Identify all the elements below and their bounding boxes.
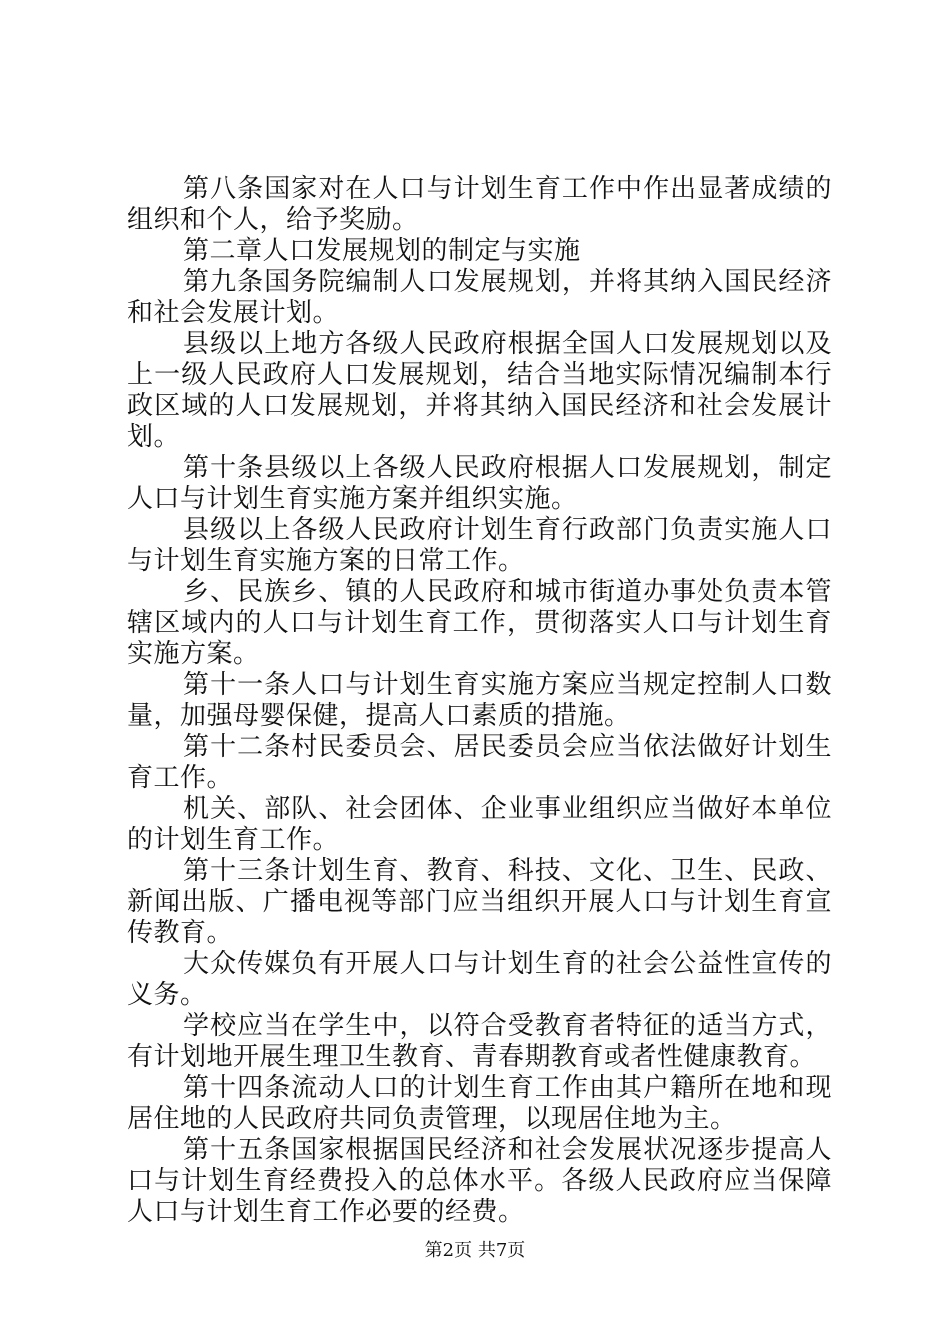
article-11-paragraph: 第十一条人口与计划生育实施方案应当规定控制人口数量，加强母婴保健，提高人口素质的措施。 — [127, 670, 832, 731]
article-13-clause-2: 大众传媒负有开展人口与计划生育的社会公益性宣传的义务。 — [127, 949, 832, 1010]
article-15-paragraph: 第十五条国家根据国民经济和社会发展状况逐步提高人口与计划生育经费投入的总体水平。各级人民政府应当保障人口与计划生育工作必要的经费。 — [127, 1135, 832, 1227]
chapter-2-heading: 第二章人口发展规划的制定与实施 — [183, 236, 581, 266]
article-10-clause-2: 县级以上各级人民政府计划生育行政部门负责实施人口与计划生育实施方案的日常工作。 — [127, 515, 832, 576]
article-10-clause-3: 乡、民族乡、镇的人民政府和城市街道办事处负责本管辖区域内的人口与计划生育工作，贯彻落实人口与计划生育实施方案。 — [127, 577, 832, 669]
article-13-paragraph: 第十三条计划生育、教育、科技、文化、卫生、民政、新闻出版、广播电视等部门应当组织开展人口与计划生育宣传教育。 — [127, 856, 832, 948]
article-8-paragraph: 第八条国家对在人口与计划生育工作中作出显著成绩的组织和个人，给予奖励。 — [127, 174, 832, 235]
article-9-paragraph: 第九条国务院编制人口发展规划，并将其纳入国民经济和社会发展计划。 — [127, 267, 832, 328]
article-14-paragraph: 第十四条流动人口的计划生育工作由其户籍所在地和现居住地的人民政府共同负责管理，以现居住地为主。 — [127, 1073, 832, 1134]
page-number-label: 第2页 共7页 — [424, 1240, 526, 1261]
article-12-paragraph: 第十二条村民委员会、居民委员会应当依法做好计划生育工作。 — [127, 732, 832, 793]
page-footer — [0, 1240, 950, 1262]
article-10-paragraph: 第十条县级以上各级人民政府根据人口发展规划，制定人口与计划生育实施方案并组织实施。 — [127, 453, 832, 514]
article-13-clause-3: 学校应当在学生中，以符合受教育者特征的适当方式，有计划地开展生理卫生教育、青春期教育或者性健康教育。 — [127, 1011, 832, 1072]
article-12-clause-2: 机关、部队、社会团体、企业事业组织应当做好本单位的计划生育工作。 — [127, 794, 832, 855]
article-9-clause-2: 县级以上地方各级人民政府根据全国人口发展规划以及上一级人民政府人口发展规划，结合当地实际情况编制本行政区域的人口发展规划，并将其纳入国民经济和社会发展计划。 — [127, 329, 832, 452]
document-body — [127, 174, 832, 1228]
